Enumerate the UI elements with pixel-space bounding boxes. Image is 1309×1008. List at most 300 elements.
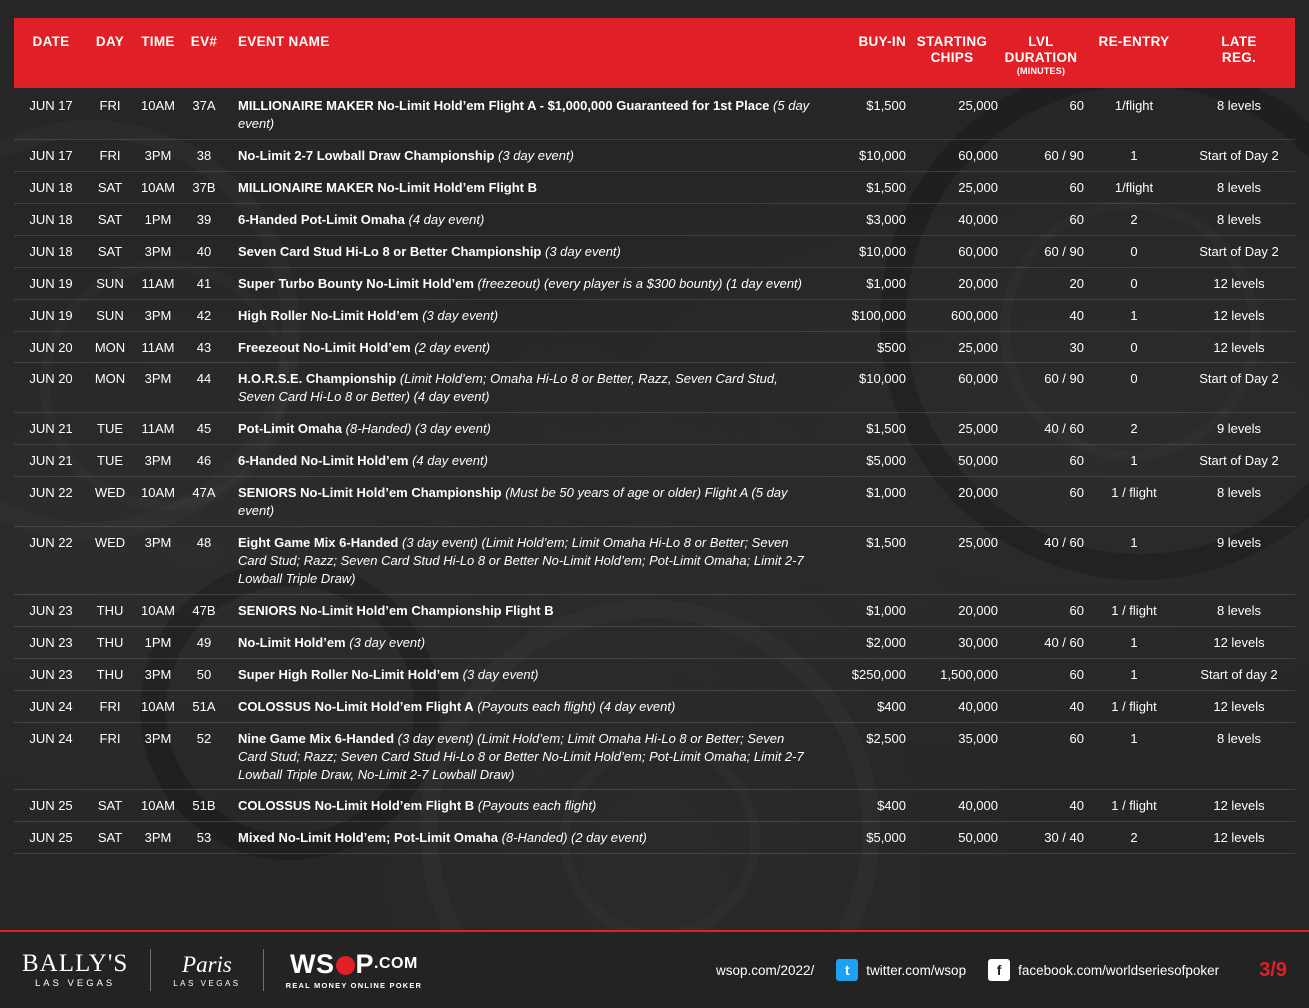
event-name-title: SENIORS No-Limit Hold’em Championship Flight B [238,602,554,618]
cell-level-duration: 30 [1069,339,1084,355]
cell-time: 3PM [144,371,172,387]
schedule-table-body [14,88,1295,854]
table-row [14,236,1295,268]
cell-starting-chips: 20,000 [958,602,998,618]
column-header-late-reg-line1: LATE [1221,34,1257,49]
cell-starting-chips: 40,000 [958,798,998,814]
column-header-starting-chips [906,18,998,65]
cell-late-reg: Start of Day 2 [1199,453,1279,469]
cell-starting-chips: 20,000 [958,275,998,291]
column-header-day: DAY [95,34,125,49]
cell-day: THU [96,634,124,650]
cell-day: THU [96,602,124,618]
cell-event-name [224,211,814,229]
cell-late-reg: 9 levels [1216,421,1262,437]
table-row [14,300,1295,332]
cell-event-name [224,179,814,197]
event-name-title: 6-Handed No-Limit Hold’em [238,453,409,469]
cell-date: JUN 23 [29,634,73,650]
cell-event-name [224,730,814,784]
cell-event-number: 45 [196,421,212,437]
cell-buyin: $1,500 [866,179,906,195]
cell-date: JUN 22 [29,485,73,501]
cell-day: SAT [97,830,123,846]
footer-brands [22,949,422,991]
cell-late-reg: 12 levels [1213,830,1265,846]
table-row [14,723,1295,791]
cell-reentry: 2 [1130,211,1138,227]
cell-time: 3PM [144,243,172,259]
cell-event-name [224,339,814,357]
cell-level-duration: 20 [1069,275,1084,291]
cell-event-name [224,420,814,438]
cell-starting-chips: 35,000 [958,730,998,746]
cell-level-duration: 40 / 60 [1044,535,1084,551]
cell-time: 3PM [144,453,172,469]
cell-event-name [224,797,814,815]
cell-level-duration: 40 / 60 [1044,634,1084,650]
cell-time: 10AM [141,179,175,195]
cell-buyin: $10,000 [859,371,906,387]
cell-reentry: 1 / flight [1111,485,1157,501]
cell-late-reg: 12 levels [1213,275,1265,291]
event-name-title: SENIORS No-Limit Hold’em Championship [238,485,502,501]
cell-late-reg: 12 levels [1213,698,1265,714]
event-name-title: Pot-Limit Omaha [238,421,343,437]
cell-level-duration: 40 [1069,698,1084,714]
twitter-icon: t [836,959,858,981]
event-name-detail: (3 day event) [462,666,539,682]
cell-day: MON [94,371,126,387]
event-name-title: Nine Game Mix 6-Handed [238,730,395,746]
column-header-date: DATE [32,34,70,49]
cell-reentry: 1 [1130,666,1138,682]
cell-reentry: 0 [1130,275,1138,291]
cell-buyin: $400 [877,698,906,714]
cell-event-number: 42 [196,307,212,323]
page-number: 3/9 [1259,958,1287,981]
cell-day: SAT [97,243,123,259]
event-name-title: No-Limit Hold’em [238,634,346,650]
cell-date: JUN 22 [29,535,73,551]
cell-starting-chips: 60,000 [958,147,998,163]
cell-time: 11AM [141,421,175,437]
cell-reentry: 1/flight [1114,98,1154,113]
cell-event-name [224,307,814,325]
wsop-logo-sub: REAL MONEY ONLINE POKER [285,980,423,990]
cell-level-duration: 60 [1069,453,1084,469]
cell-level-duration: 60 [1069,730,1084,746]
cell-event-number: 47A [192,485,216,501]
event-name-title: MILLIONAIRE MAKER No-Limit Hold’em Flight B [238,179,537,195]
event-name-detail: (3 day event) [498,147,574,163]
cell-event-name [224,243,814,261]
cell-time: 10AM [141,602,175,618]
cell-day: TUE [97,453,123,469]
cell-day: FRI [99,730,121,746]
cell-buyin: $400 [877,798,906,814]
cell-buyin: $5,000 [866,830,906,846]
cell-day: MON [94,339,126,355]
cell-day: SUN [96,275,124,291]
poker-chip-icon [336,956,355,975]
event-name-detail: (3 day event) [422,307,499,323]
cell-buyin: $100,000 [851,307,906,323]
event-name-detail: (3 day event) [349,634,426,650]
event-name-title: Super High Roller No-Limit Hold’em [238,666,460,682]
column-header-starting-chips-line2: CHIPS [930,49,974,65]
cell-time: 3PM [144,830,172,846]
event-name-detail: (3 day event) (Limit Hold’em; Limit Omaha Hi-Lo 8 or Better; Seven Card Stud; Razz; Seven Card Stud Hi-Lo 8 or Better No-Limit Hold’em; Pot-Limit Omaha; Limit 2-7 Lowball Triple Draw) [238,535,804,586]
cell-day: TUE [97,421,123,437]
cell-event-number: 49 [196,634,212,650]
event-name-title: COLOSSUS No-Limit Hold’em Flight A [238,698,474,714]
cell-level-duration: 30 / 40 [1044,830,1084,846]
cell-starting-chips: 25,000 [958,535,998,551]
cell-event-number: 37A [192,98,216,113]
event-name-title: 6-Handed Pot-Limit Omaha [238,211,405,227]
cell-time: 1PM [144,634,172,650]
table-row [14,527,1295,595]
event-name-detail: (5 day event) [238,98,810,131]
cell-buyin: $2,000 [866,634,906,650]
event-name-title: COLOSSUS No-Limit Hold’em Flight B [238,798,475,814]
cell-event-name [224,370,814,406]
table-row [14,413,1295,445]
cell-date: JUN 21 [29,453,73,469]
page-footer [0,930,1309,1008]
cell-event-name [224,452,814,470]
cell-starting-chips: 50,000 [958,453,998,469]
column-header-level-duration-line2: DURATION [1004,49,1078,65]
event-name-detail: (3 day event) (Limit Hold’em; Limit Omaha Hi-Lo 8 or Better; Seven Card Stud; Razz; Seven Card Stud Hi-Lo 8 or Better No-Limit Hold’em; Pot-Limit Omaha; Limit 2-7 Lowball Triple Draw, No-Limit 2-7 Lowball Draw) [238,730,804,782]
cell-starting-chips: 60,000 [958,243,998,259]
cell-event-number: 53 [196,830,212,846]
cell-date: JUN 20 [29,371,73,387]
table-row [14,204,1295,236]
column-header-starting-chips-line1: STARTING [916,34,988,49]
column-header-late-reg-line2: REG. [1221,49,1257,65]
cell-reentry: 2 [1130,421,1138,437]
cell-level-duration: 60 [1069,485,1084,501]
cell-starting-chips: 50,000 [958,830,998,846]
cell-day: FRI [99,147,121,163]
cell-level-duration: 60 [1069,666,1084,682]
event-name-detail: (3 day event) [545,243,621,259]
cell-starting-chips: 40,000 [958,698,998,714]
column-header-event-number: EV# [190,34,218,49]
cell-event-number: 38 [196,147,212,163]
cell-time: 3PM [144,307,172,323]
cell-event-name [224,698,814,716]
cell-starting-chips: 25,000 [958,98,998,113]
cell-date: JUN 25 [29,830,73,846]
cell-date: JUN 17 [29,147,73,163]
cell-late-reg: Start of Day 2 [1199,371,1279,387]
event-name-title: No-Limit 2-7 Lowball Draw Championship [238,147,495,163]
ballys-logo-sub: LAS VEGAS [34,978,116,990]
website-url[interactable]: wsop.com/2022/ [715,962,815,978]
table-row [14,790,1295,822]
ballys-logo-name: BALLY'S [22,950,129,978]
cell-reentry: 1 [1130,730,1138,746]
cell-reentry: 0 [1130,371,1138,387]
cell-buyin: $10,000 [859,147,906,163]
cell-buyin: $2,500 [866,730,906,746]
column-header-level-duration-line1: LVL [1028,34,1054,49]
footer-links [716,959,1287,982]
column-header-level-duration [998,18,1084,76]
cell-late-reg: 8 levels [1216,211,1262,227]
column-header-time: TIME [141,34,175,49]
cell-day: THU [96,666,124,682]
cell-event-number: 48 [196,535,212,551]
cell-day: FRI [99,98,121,113]
cell-time: 3PM [144,730,172,746]
cell-time: 1PM [144,211,172,227]
table-row [14,172,1295,204]
cell-late-reg: Start of day 2 [1200,666,1278,682]
cell-buyin: $250,000 [851,666,906,682]
column-header-level-duration-units: (MINUTES) [1016,66,1066,77]
cell-time: 11AM [141,275,175,291]
wsop-logo-dotcom: .COM [374,955,418,973]
cell-event-number: 51B [192,798,216,814]
event-name-title: Freezeout No-Limit Hold’em [238,339,411,355]
cell-date: JUN 23 [29,602,73,618]
event-name-title: Super Turbo Bounty No-Limit Hold’em [238,275,474,291]
paris-logo [173,953,240,988]
cell-event-name [224,829,814,847]
column-header-buyin: BUY-IN [858,34,906,49]
cell-starting-chips: 30,000 [958,634,998,650]
cell-reentry: 1 [1130,147,1138,163]
event-name-detail: (freezeout) (every player is a $300 bounty) (1 day event) [477,275,802,291]
cell-date: JUN 20 [29,339,73,355]
table-row [14,90,1295,140]
table-row [14,822,1295,854]
cell-event-name [224,634,814,652]
cell-buyin: $1,000 [866,275,906,291]
cell-event-name [224,275,814,293]
cell-buyin: $3,000 [866,211,906,227]
cell-event-number: 50 [196,666,212,682]
event-name-title: H.O.R.S.E. Championship [238,371,397,387]
event-name-detail: (8-Handed) (3 day event) [345,421,491,437]
cell-late-reg: 8 levels [1216,730,1262,746]
cell-event-number: 51A [192,698,216,714]
cell-buyin: $1,500 [866,421,906,437]
wsop-logo [285,948,423,990]
event-name-detail: (Must be 50 years of age or older) Flight A (5 day event) [238,485,788,519]
cell-reentry: 1 [1130,453,1138,469]
cell-level-duration: 60 / 90 [1044,371,1084,387]
facebook-handle: facebook.com/worldseriesofpoker [1018,962,1220,978]
cell-level-duration: 60 / 90 [1044,243,1084,259]
table-row [14,332,1295,364]
cell-date: JUN 18 [29,211,73,227]
cell-date: JUN 24 [29,698,73,714]
facebook-icon: f [988,959,1010,981]
cell-time: 10AM [141,98,175,113]
event-name-detail: (8-Handed) (2 day event) [501,830,647,846]
twitter-link[interactable] [836,959,966,981]
cell-level-duration: 40 [1069,798,1084,814]
cell-time: 10AM [141,798,175,814]
cell-late-reg: 8 levels [1216,98,1262,113]
wsop-logo-left: WS [290,948,335,979]
event-name-title: Eight Game Mix 6-Handed [238,535,399,551]
cell-late-reg: 9 levels [1216,535,1262,551]
ballys-logo [22,951,128,989]
cell-date: JUN 24 [29,730,73,746]
column-header-event-name: EVENT NAME [238,34,330,49]
table-row [14,477,1295,527]
cell-buyin: $1,500 [866,98,906,113]
cell-event-number: 52 [196,730,212,746]
cell-event-name [224,97,814,133]
cell-late-reg: 8 levels [1216,485,1262,501]
cell-date: JUN 18 [29,179,73,195]
cell-event-number: 37B [192,179,216,195]
paris-logo-sub: LAS VEGAS [173,978,241,988]
cell-event-number: 44 [196,371,212,387]
event-name-title: MILLIONAIRE MAKER No-Limit Hold’em Flight A - $1,000,000 Guaranteed for 1st Place [238,98,770,113]
cell-late-reg: 8 levels [1216,602,1262,618]
cell-starting-chips: 1,500,000 [940,666,998,682]
cell-buyin: $5,000 [866,453,906,469]
twitter-handle: twitter.com/wsop [866,962,967,978]
cell-time: 3PM [144,666,172,682]
footer-divider [150,949,151,991]
event-name-detail: (2 day event) [414,339,491,355]
cell-date: JUN 21 [29,421,73,437]
cell-reentry: 1/flight [1114,179,1154,195]
cell-late-reg: 12 levels [1213,634,1265,650]
cell-event-number: 39 [196,211,212,227]
cell-event-name [224,602,814,620]
event-name-detail: (Payouts each flight) (4 day event) [477,698,676,714]
cell-late-reg: 12 levels [1213,798,1265,814]
cell-reentry: 1 [1130,535,1138,551]
column-header-late-reg [1184,18,1294,65]
cell-day: FRI [99,698,121,714]
cell-reentry: 0 [1130,339,1138,355]
cell-starting-chips: 600,000 [951,307,998,323]
table-row [14,363,1295,413]
cell-day: SAT [97,211,123,227]
paris-logo-name: Paris [182,951,232,977]
wsop-logo-right: P [355,948,375,979]
cell-reentry: 1 / flight [1111,798,1157,814]
table-row [14,691,1295,723]
cell-starting-chips: 25,000 [958,339,998,355]
cell-reentry: 2 [1130,830,1138,846]
cell-level-duration: 60 / 90 [1044,147,1084,163]
cell-date: JUN 17 [29,98,73,113]
cell-reentry: 1 / flight [1111,698,1157,714]
cell-level-duration: 60 [1069,179,1084,195]
cell-starting-chips: 60,000 [958,371,998,387]
cell-date: JUN 25 [29,798,73,814]
cell-starting-chips: 20,000 [958,485,998,501]
facebook-link[interactable] [988,959,1219,981]
cell-late-reg: Start of Day 2 [1199,243,1279,259]
cell-level-duration: 60 [1069,211,1084,227]
cell-reentry: 0 [1130,243,1138,259]
cell-event-number: 40 [196,243,212,259]
cell-late-reg: 8 levels [1216,179,1262,195]
cell-late-reg: Start of Day 2 [1199,147,1279,163]
cell-starting-chips: 25,000 [958,179,998,195]
table-row [14,627,1295,659]
event-name-title: High Roller No-Limit Hold’em [238,307,419,323]
cell-date: JUN 19 [29,275,73,291]
event-name-detail: (Limit Hold’em; Omaha Hi-Lo 8 or Better, Razz, Seven Card Stud, Seven Card Hi-Lo 8 or Better) (4 day event) [238,371,778,405]
footer-divider [263,949,264,991]
cell-event-number: 47B [192,602,216,618]
cell-time: 3PM [144,535,172,551]
cell-level-duration: 60 [1069,602,1084,618]
cell-reentry: 1 [1130,634,1138,650]
table-row [14,140,1295,172]
cell-day: WED [94,535,126,551]
cell-time: 11AM [141,339,175,355]
cell-reentry: 1 / flight [1111,602,1157,618]
cell-buyin: $1,000 [866,602,906,618]
column-header-reentry: RE-ENTRY [1098,34,1170,49]
event-name-title: Mixed No-Limit Hold’em; Pot-Limit Omaha [238,830,499,846]
cell-event-name [224,666,814,684]
table-row [14,268,1295,300]
table-row [14,445,1295,477]
cell-date: JUN 23 [29,666,73,682]
cell-level-duration: 40 / 60 [1044,421,1084,437]
cell-event-name [224,484,814,520]
cell-late-reg: 12 levels [1213,307,1265,323]
cell-buyin: $500 [877,339,906,355]
cell-time: 10AM [141,698,175,714]
cell-starting-chips: 25,000 [958,421,998,437]
table-header [14,18,1295,88]
cell-buyin: $10,000 [859,243,906,259]
cell-event-name [224,147,814,165]
cell-level-duration: 60 [1069,98,1084,113]
cell-time: 3PM [144,147,172,163]
event-name-title: Seven Card Stud Hi-Lo 8 or Better Championship [238,243,542,259]
table-row [14,595,1295,627]
cell-day: SUN [96,307,124,323]
cell-event-number: 43 [196,339,212,355]
cell-event-name [224,534,814,588]
cell-reentry: 1 [1130,307,1138,323]
cell-buyin: $1,500 [866,535,906,551]
event-name-detail: (Payouts each flight) [477,798,597,814]
cell-starting-chips: 40,000 [958,211,998,227]
cell-date: JUN 19 [29,307,73,323]
wsop-logo-main [290,948,418,979]
event-name-detail: (4 day event) [408,211,485,227]
event-name-detail: (4 day event) [412,453,488,469]
cell-day: SAT [97,179,123,195]
cell-late-reg: 12 levels [1213,339,1265,355]
table-row [14,659,1295,691]
cell-event-number: 46 [196,453,212,469]
cell-buyin: $1,000 [866,485,906,501]
cell-event-number: 41 [196,275,212,291]
cell-time: 10AM [141,485,175,501]
cell-day: WED [94,485,126,501]
